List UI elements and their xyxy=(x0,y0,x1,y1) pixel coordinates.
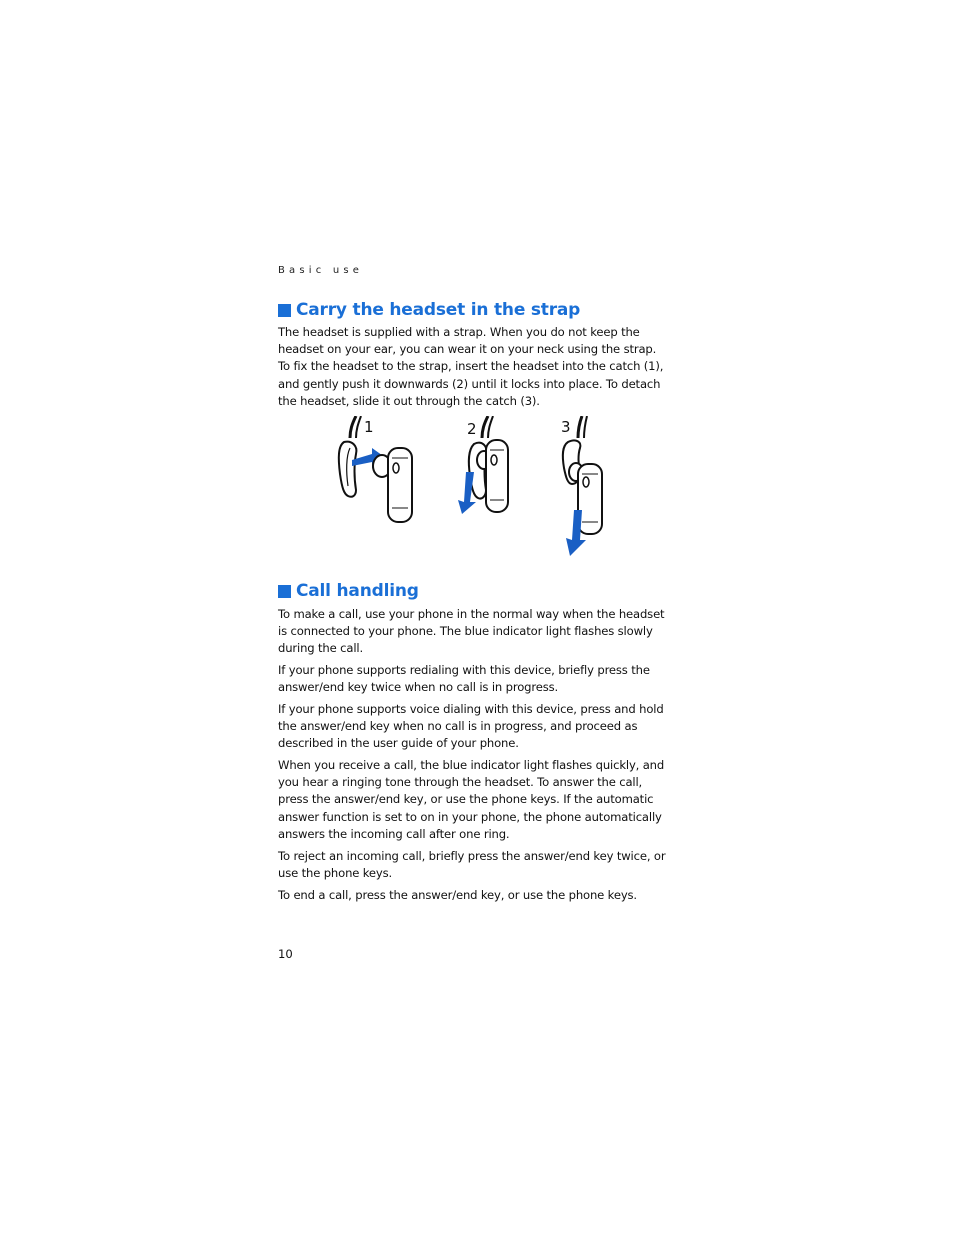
heading-text: Call handling xyxy=(296,581,419,601)
paragraph: To reject an incoming call, briefly press the answer/end key twice, or use the phone keys. xyxy=(278,849,666,881)
paragraph: If your phone supports redialing with this device, briefly press the answer/end key twice when no call is in progress. xyxy=(278,663,650,695)
section-square-icon xyxy=(278,585,291,598)
step-2-illustration xyxy=(458,416,508,514)
paragraph: The headset is supplied with a strap. When you do not keep the headset on your ear, you can wear it on your neck using the strap. To fix the headset to the strap, insert the headset into the catch (1), and gently push it downwards (2) until it locks into place. To detach the headset, slide it out through the catch (3). xyxy=(278,325,664,408)
step-label-3: 3 xyxy=(561,418,571,436)
heading-text: Carry the headset in the strap xyxy=(296,300,581,320)
step-label-2: 2 xyxy=(467,420,477,438)
paragraph: To end a call, press the answer/end key, or use the phone keys. xyxy=(278,888,637,902)
step-1-illustration xyxy=(339,416,412,522)
heading-call-handling xyxy=(278,581,419,601)
paragraph: When you receive a call, the blue indicator light flashes quickly, and you hear a ringing tone through the headset. To answer the call, press the answer/end key, or use the phone keys. If the automatic answer function is set to on in your phone, the phone automatically answers the incoming call after one ring. xyxy=(278,758,665,841)
step-label-1: 1 xyxy=(364,418,374,436)
paragraph: If your phone supports voice dialing with this device, press and hold the answer/end key when no call is in progress, and proceed as described in the user guide of your phone. xyxy=(278,702,664,751)
paragraph: To make a call, use your phone in the normal way when the headset is connected to your phone. The blue indicator light flashes slowly during the call. xyxy=(278,607,665,656)
headset-strap-illustration xyxy=(332,416,622,558)
heading-carry-strap xyxy=(278,300,580,320)
running-head: Basic use xyxy=(278,265,364,276)
step-3-illustration xyxy=(561,416,602,556)
section-square-icon xyxy=(278,304,291,317)
page-number: 10 xyxy=(278,947,293,961)
